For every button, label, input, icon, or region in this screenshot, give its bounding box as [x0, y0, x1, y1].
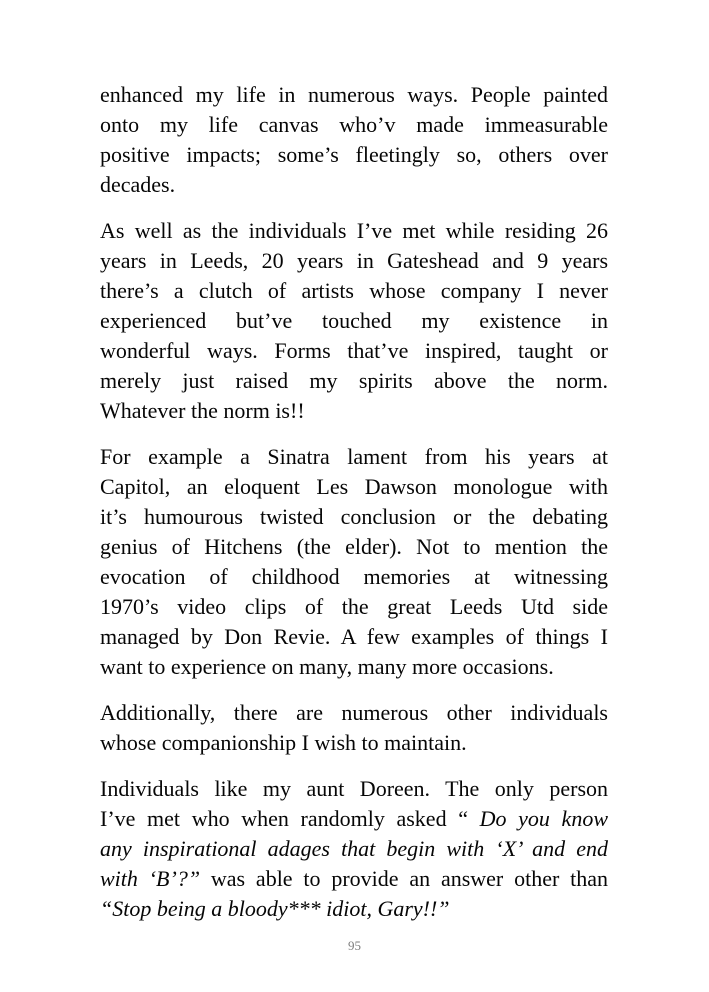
- text-line: [100, 774, 608, 804]
- text-line: [100, 472, 608, 502]
- italic-text-segment: “Stop being a bloody*** idiot, Gary!!”: [100, 896, 450, 921]
- text-line: [100, 532, 608, 562]
- text-segment: evocation of childhood memories at witnessing: [100, 564, 608, 589]
- page-number: 95: [348, 938, 361, 953]
- text-segment: want to experience on many, many more occasions.: [100, 654, 554, 679]
- text-line: [100, 894, 608, 924]
- text-segment: Individuals like my aunt Doreen. The only person: [100, 776, 608, 801]
- text-line: [100, 396, 608, 426]
- text-line: [100, 276, 608, 306]
- text-line: [100, 864, 608, 894]
- text-segment: Capitol, an eloquent Les Dawson monologue with: [100, 474, 608, 499]
- text-segment: it’s humourous twisted conclusion or the debating: [100, 504, 608, 529]
- text-line: [100, 804, 608, 834]
- text-line: [100, 306, 608, 336]
- text-line: [100, 622, 608, 652]
- text-segment: years in Leeds, 20 years in Gateshead and 9 years: [100, 248, 608, 273]
- text-line: [100, 652, 608, 682]
- text-segment: merely just raised my spirits above the norm.: [100, 368, 608, 393]
- text-segment: decades.: [100, 172, 176, 197]
- text-segment: managed by Don Revie. A few examples of things I: [100, 624, 608, 649]
- text-line: [100, 140, 608, 170]
- text-line: [100, 216, 608, 246]
- text-segment: whose companionship I wish to maintain.: [100, 730, 467, 755]
- text-line: [100, 110, 608, 140]
- italic-text-segment: Do you know: [479, 806, 609, 831]
- paragraph: [100, 216, 608, 426]
- text-segment: For example a Sinatra lament from his years at: [100, 444, 608, 469]
- text-line: [100, 246, 608, 276]
- text-segment: onto my life canvas who’v made immeasurable: [100, 112, 608, 137]
- text-block: [100, 80, 608, 940]
- paragraph: [100, 80, 608, 200]
- text-line: [100, 366, 608, 396]
- text-line: [100, 592, 608, 622]
- text-segment: Whatever the norm is!!: [100, 398, 305, 423]
- text-line: [100, 336, 608, 366]
- text-line: [100, 698, 608, 728]
- text-segment: 1970’s video clips of the great Leeds Utd side: [100, 594, 608, 619]
- text-line: [100, 728, 608, 758]
- text-segment: there’s a clutch of artists whose company I never: [100, 278, 608, 303]
- text-segment: Additionally, there are numerous other individuals: [100, 700, 608, 725]
- text-segment: experienced but’ve touched my existence in: [100, 308, 608, 333]
- paragraph: [100, 698, 608, 758]
- text-segment: enhanced my life in numerous ways. People painted: [100, 82, 608, 107]
- text-segment: I’ve met who when randomly asked “: [100, 806, 480, 831]
- text-line: [100, 80, 608, 110]
- italic-text-segment: with ‘B’?”: [100, 866, 211, 891]
- text-segment: genius of Hitchens (the elder). Not to mention the: [100, 534, 608, 559]
- paragraph: [100, 774, 608, 924]
- text-line: [100, 562, 608, 592]
- paragraph: [100, 442, 608, 682]
- text-segment: positive impacts; some’s fleetingly so, others over: [100, 142, 608, 167]
- text-segment: As well as the individuals I’ve met while residing 26: [100, 218, 608, 243]
- text-segment: wonderful ways. Forms that’ve inspired, taught or: [100, 338, 608, 363]
- text-line: [100, 502, 608, 532]
- text-segment: was able to provide an answer other than: [210, 866, 608, 891]
- text-line: [100, 170, 608, 200]
- text-line: [100, 442, 608, 472]
- text-line: [100, 834, 608, 864]
- italic-text-segment: any inspirational adages that begin with ‘X’ and end: [100, 836, 608, 861]
